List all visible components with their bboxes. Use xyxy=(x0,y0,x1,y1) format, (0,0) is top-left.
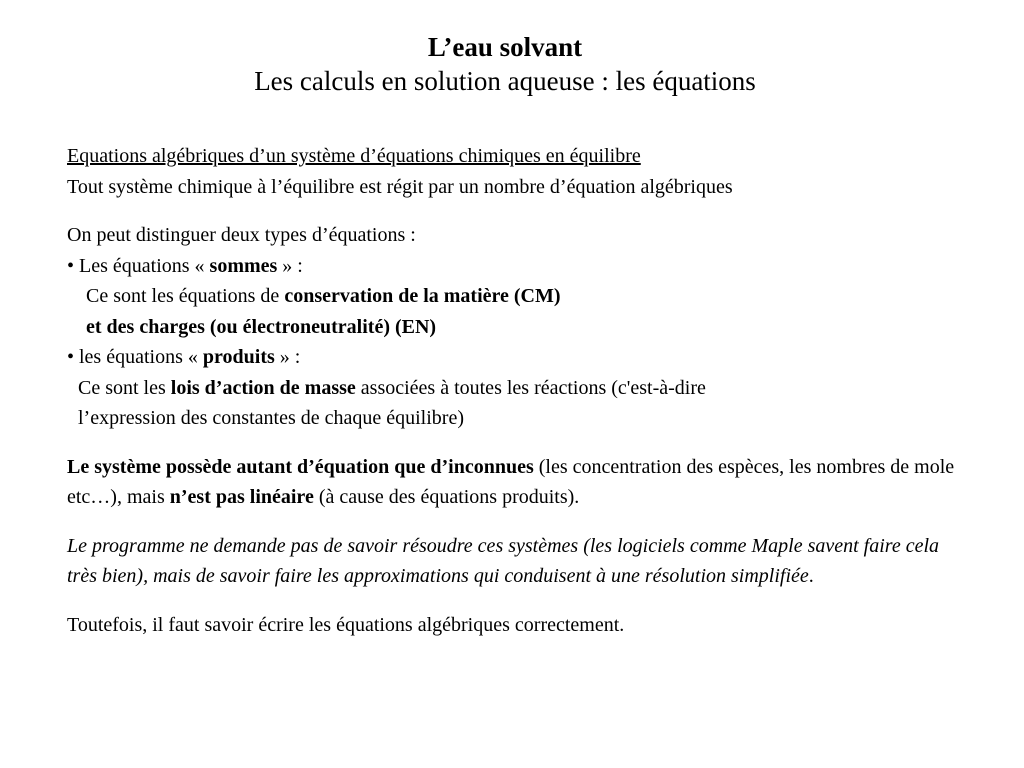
bullet-produits-post: » : xyxy=(274,346,301,368)
bullet-sommes-post: » : xyxy=(277,254,303,277)
bullet-produits-line2-post: associées à toutes les réactions (c'est-à-dire xyxy=(355,376,706,399)
section3-paragraph xyxy=(67,452,967,513)
section1-text: Tout système chimique à l’équilibre est régit par un nombre d’équation algébriques xyxy=(67,175,733,198)
bullet-sommes-line2-pre: Ce sont les équations de xyxy=(86,285,285,307)
slide-body xyxy=(67,141,967,640)
bullet-produits-line2 xyxy=(67,373,967,404)
bullet-sommes-line2-bold: conservation de la matière (CM) xyxy=(284,285,561,307)
title-subtitle: Les calculs en solution aqueuse : les équations xyxy=(254,66,756,96)
section3-bold1: Le système possède autant d’équation que d’inconnues xyxy=(67,455,534,478)
bullet-sommes-bold: sommes xyxy=(209,254,278,277)
section1-heading xyxy=(67,141,967,172)
slide-title xyxy=(0,30,1010,98)
bullet-produits-pre: • les équations « xyxy=(67,346,203,368)
spacer xyxy=(67,202,967,220)
bullet-sommes xyxy=(67,251,967,282)
bullet-produits-bold: produits xyxy=(202,346,275,368)
spacer xyxy=(67,434,967,452)
section3-text1: (les concentration des espèces, les nombres de mole etc…), mais xyxy=(67,455,955,508)
section3-bold2: n’est pas linéaire xyxy=(169,486,314,508)
bullet-sommes-line3-bold: et des charges (ou électroneutralité) (EN) xyxy=(86,315,437,338)
section1-heading-text: Equations algébriques d’un système d’équations chimiques en équilibre xyxy=(67,145,641,167)
spacer xyxy=(67,513,967,531)
section4-paragraph xyxy=(67,531,967,592)
title-main: L’eau solvant xyxy=(427,32,583,62)
section5-paragraph: Toutefois, il faut savoir écrire les équations algébriques correctement. xyxy=(67,613,625,636)
bullet-sommes-pre: • Les équations « xyxy=(67,254,210,277)
bullet-sommes-line2 xyxy=(67,281,967,312)
bullet-produits-line2-pre: Ce sont les xyxy=(78,376,171,399)
bullet-produits-line2-bold: lois d’action de masse xyxy=(170,376,356,399)
section4-italic: Le programme ne demande pas de savoir résoudre ces systèmes (les logiciels comme Maple savent faire cela très bien), mais de savoir faire les approximations qui conduisent à une résolution simplifiée xyxy=(67,534,940,587)
section2-intro: On peut distinguer deux types d’équations : xyxy=(67,224,416,246)
bullet-sommes-line3 xyxy=(67,312,967,343)
spacer xyxy=(67,592,967,610)
bullet-produits-line3: l’expression des constantes de chaque équilibre) xyxy=(78,407,464,429)
section3-text2: (à cause des équations produits). xyxy=(313,486,580,508)
section4-end: . xyxy=(808,565,814,587)
bullet-produits xyxy=(67,342,967,373)
